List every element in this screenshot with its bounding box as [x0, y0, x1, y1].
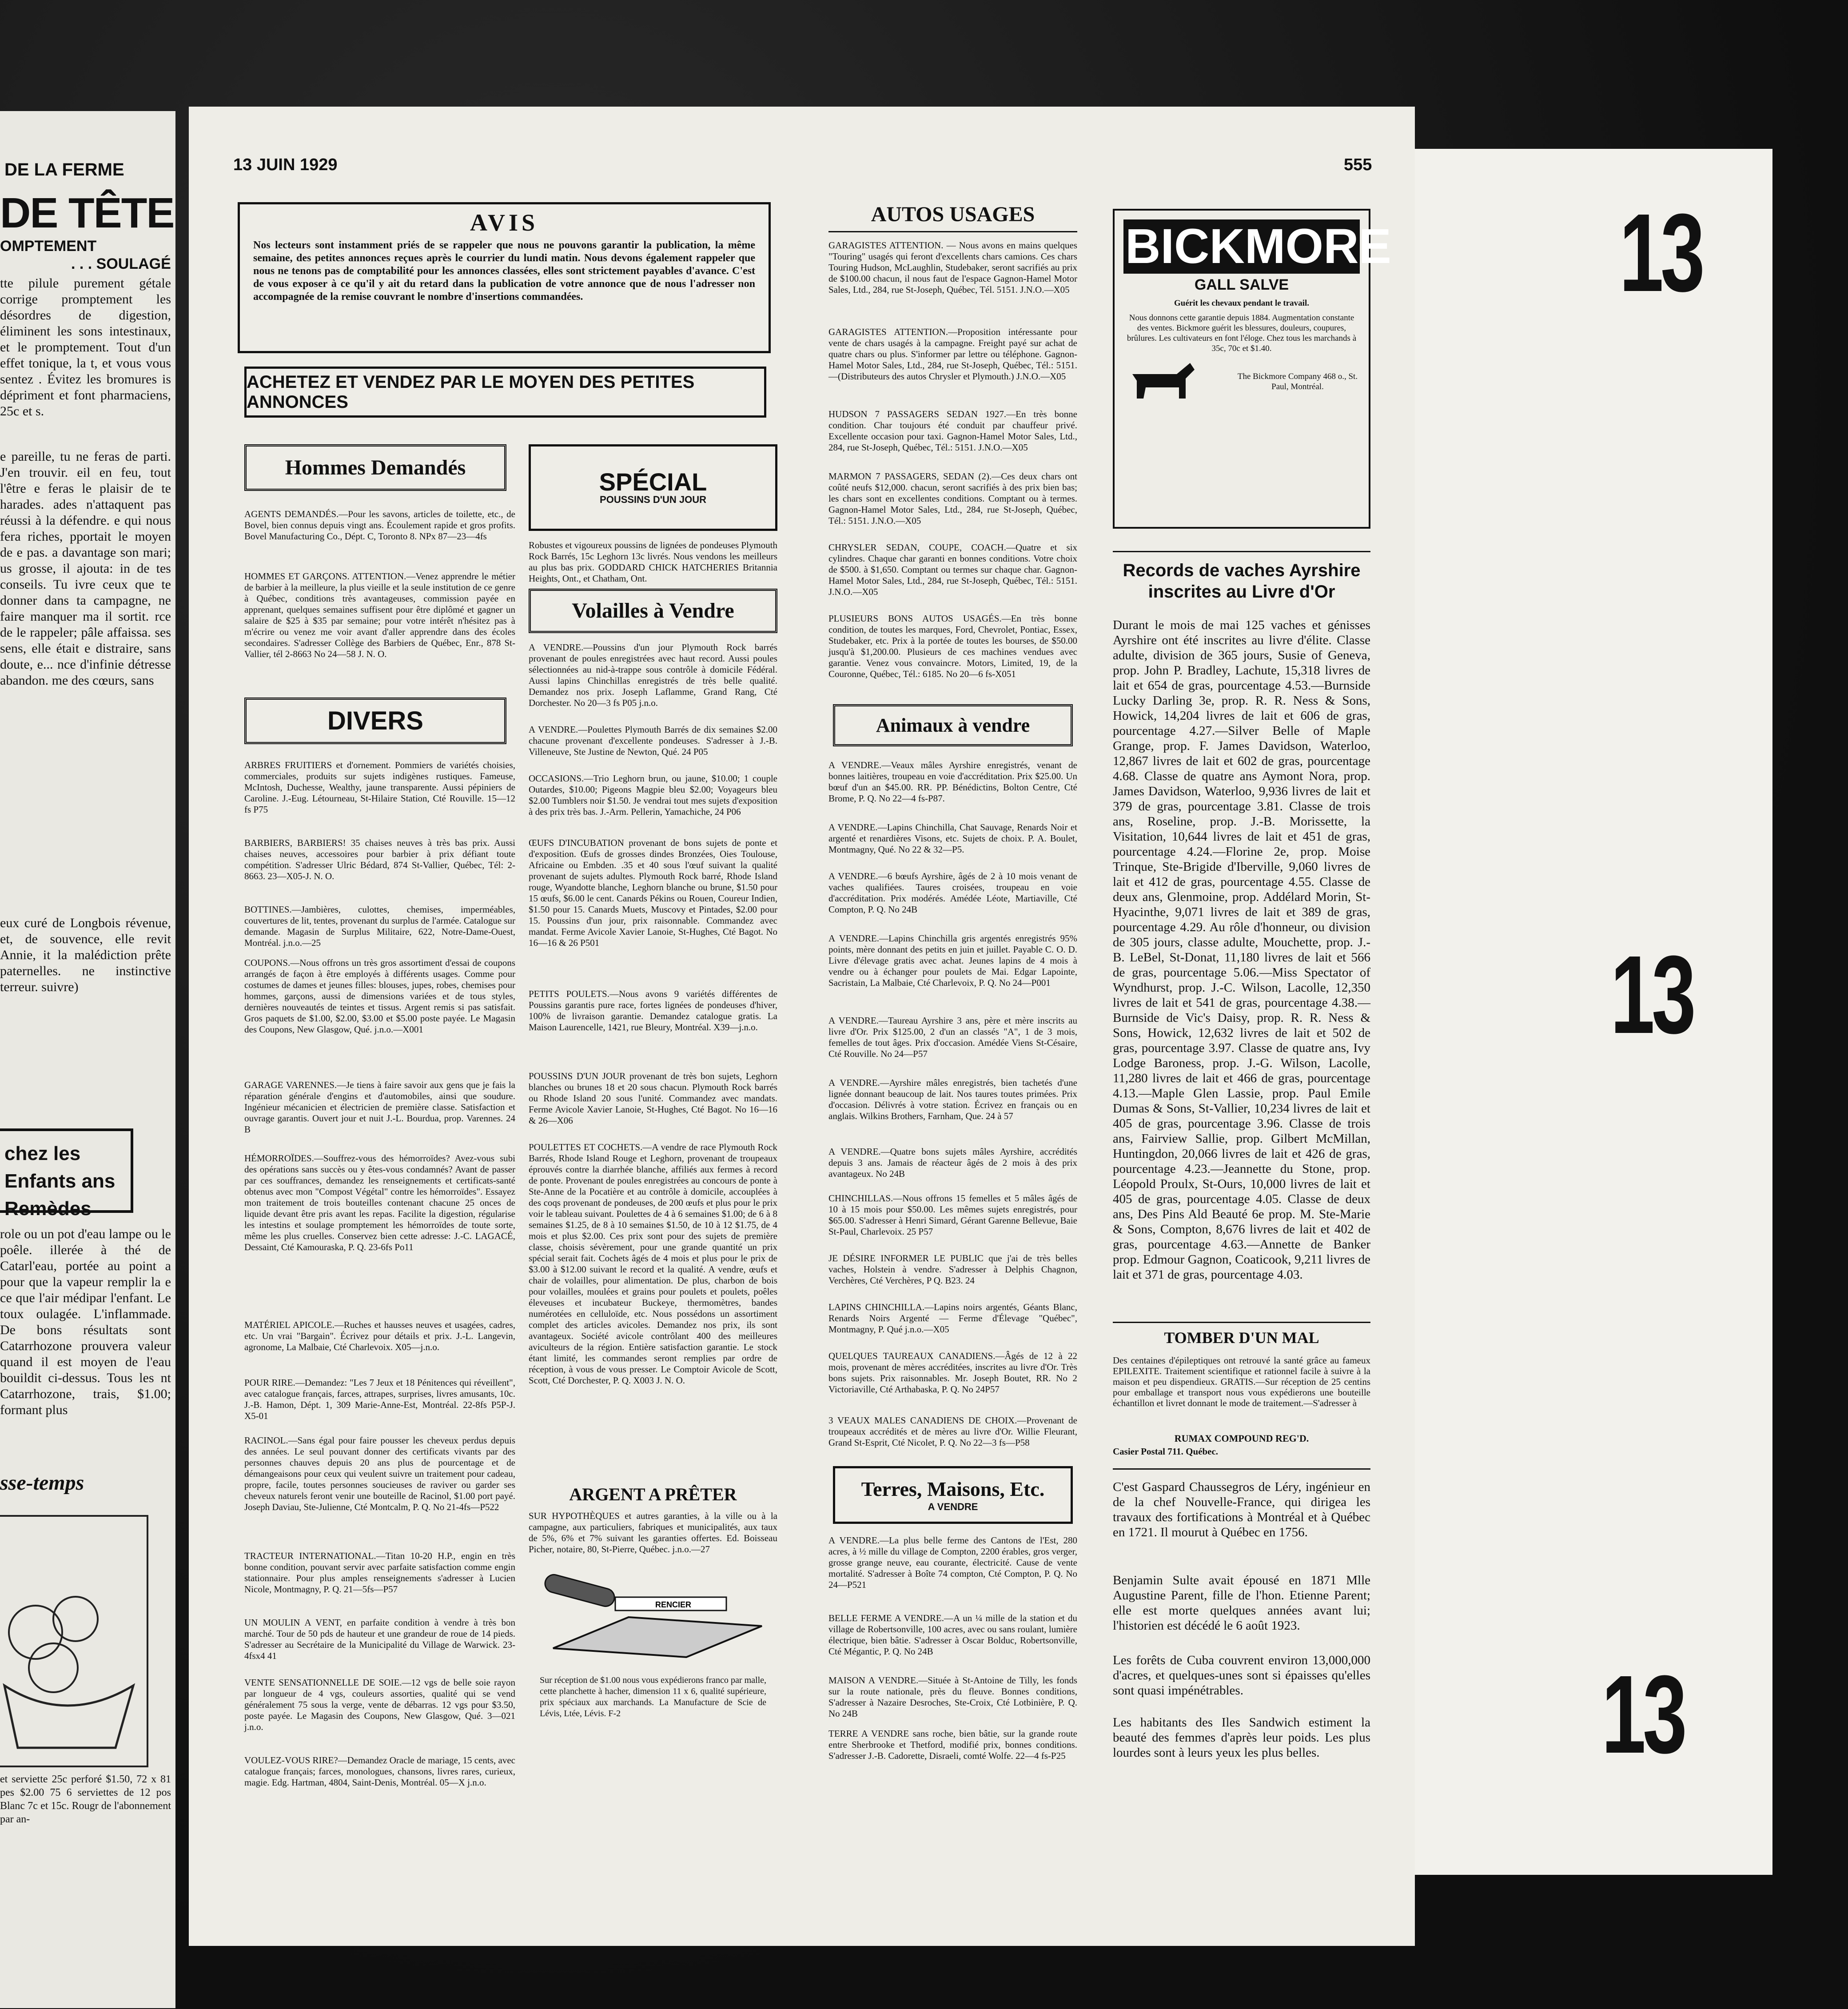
left-text-5: et serviette 25c perforé $1.50, 72 x 81 pes $2.00 75 6 serviettes de 12 pos Blanc 7c et 15c. Rougr de l'abonnement par an- [0, 1774, 171, 1825]
divers-ad-13: VOULEZ-VOUS RIRE?—Demandez Oracle de mariage, 15 cents, avec catalogue français; farces, monologues, chansons, livres rares, curieux, magie. Edg. Hartman, 4804, Saint-Denis, Montréal. 05—X j.n.o. [244, 1755, 515, 1788]
volailles-ad-1: A VENDRE.—Poussins d'un jour Plymouth Rock barrés provenant de poules enregistrées avec haut record. Aussi poules sélectionnées au nid-à-trappe sous contrôle à domicile Fédéral. Aussi lapins Chinchillas enregistrés de très belle qualité. Demandez nos prix. Joseph Laflamme, Grand Rang, Cté Dorchester. No 20—3 fs P05 j.n.o. [529, 642, 777, 708]
animaux-ad-2: A VENDRE.—Lapins Chinchilla, Chat Sauvage, Renards Noir et argenté et renardières Visons, etc. Sujets de choix. P. A. Boulet, Montmagny, Qué. No 22 & 32—P5. [828, 822, 1077, 855]
autos-ad-2: GARAGISTES ATTENTION.—Proposition intéressante pour vente de chars usagés à la campagne. Freight payé sur achat de quatre chars ou plus. S'informer par lettre ou téléphone. Gagnon-Hamel Motor Sales, Ltd., 284, rue St-Joseph, Québec, Tél.: 5151.—(Distributeurs des autos Chrysler et Plymouth.) J.N.O.—X05 [828, 327, 1077, 382]
animaux-ad-3: A VENDRE.—6 bœufs Ayrshire, âgés de 2 à 10 mois venant de vaches qualifiées. Taures croisées, troupeau en voie d'accréditation. Prix modérés. Amédée Léote, Martiaville, Cté Compton, P. Q. No 24B [828, 871, 1077, 915]
divers-heading [244, 698, 506, 744]
animaux-ad-11: QUELQUES TAUREAUX CANADIENS.—Âgés de 12 à 22 mois, provenant de mères accréditées, inscrites au livre d'Or. Très bons sujets. Prix raisonnables. Mr. Joseph Boutet, RR. No 2 Victoriaville, Cté Arthabaska, P. Q. No 24P57 [828, 1351, 1077, 1395]
volailles-ad-3: OCCASIONS.—Trio Leghorn brun, ou jaune, $10.00; 1 couple Outardes, $10.00; Pigeons Magpie bleu $2.00; Voyageurs bleu $2.00 Tumblers noir $1.50. Je vendrai tout mes sujets d'exposition à des prix très bas. J.-Arm. Pellerin, Yamachiche, 24 P06 [529, 773, 777, 817]
left-subheading-2: . . . SOULAGÉ [71, 255, 171, 272]
divers-ad-5: GARAGE VARENNES.—Je tiens à faire savoir aux gens que je fais la réparation générale d'engins et d'automobiles, ainsi que soudure. Ingénieur mécanicien et électricien de première classe. Satisfaction et ouvrage garantis. Ouvert jour et nuit J.-L. Bourdua, prop. Varennes. 24 B [244, 1080, 515, 1135]
left-big-heading: DE TÊTE [0, 189, 174, 237]
autos-ad-1: GARAGISTES ATTENTION. — Nous avons en mains quelques "Touring" usagés qui feront d'excellents chars camions. Ces chars Touring Hudson, McLaughlin, Studebaker, seront sacrifiés au prix de $100.00 chacun, il nous faut de l'espace Gagnon-Hamel Motor Sales, Ltd., 284, rue St-Joseph, Québec, Tél. 5151. J.N.O.—X05 [828, 240, 1077, 295]
records-text: Durant le mois de mai 125 vaches et génisses Ayrshire ont été inscrites au livre d'élite. Classe adulte, division de 365 jours, Susie of Geneva, prop. John P. Bradley, Lachute, 15,318 livres de lait et 654 de gras, pourcentage 4.53.—Burnside Lucky Darling 3e, prop. R. R. Ness & Sons, Howick, 14,204 livres de lait et 606 de gras, pourcentage 4.27.—Silver Belle of Maple Grange, prop. F. James Davidson, Waterloo, 12,867 livres de lait et 602 de gras, pourcentage 4.68. Classe de quatre ans Aymont Nora, prop. James Davidson, Waterloo, 9,936 livres de lait et 379 de gras, pourcentage 3.81. Classe de trois ans, Roseline, prop. J.-B. Morissette, la Visitation, 10,644 livres de lait et 451 de gras, pourcentage 4.24.—Florine 2e, prop. Moise Trinque, Ste-Brigide d'Iberville, 9,060 livres de lait et 412 de gras, pourcentage 4.55. Classe de deux ans, Glenmoine, prop. Addélard Morin, St-Hyacinthe, 9,071 livres de lait et 389 de gras, pourcentage 4.29. Au rôle d'honneur, ou division de 305 jours, classe adulte, Mouchette, prop. J.-B. LeBel, St-Donat, 11,180 livres de lait et 566 de gras, pourcentage 5.06.—Miss Spectator of Wyndhurst, prop. J.-C. Wilson, Lacolle, 12,350 livres de lait et 541 de gras, pourcentage 4.38.—Burnside de Vic's Daisy, prop. R. R. Ness & Sons, Howick, 12,632 livres de lait et 502 de gras, pourcentage 3.97. Classe de quatre ans, Ivy Lodge Baroness, prop. J.-G. Wilson, Lacolle, 11,280 livres de lait et 466 de gras, pourcentage 4.13.—Maple Glen Lassie, prop. Paul Emile Dumas & Sons, St-Vallier, 10,234 livres de lait et 405 de gras, pourcentage 3.96. Classe de trois ans, Fairview Sallie, prop. Gilbert McMillan, Huntingdon, 20,066 livres de lait et 426 de gras, pourcentage 4.23.—Jeannette du Stone, prop. Léopold Proulx, St-Ours, 10,000 livres de lait et 405 de gras, pourcentage 4.05. Classe de deux ans, Des Pins Ald Beauté 6e prop. M. Ste-Marie & Sons, Compton, 8,676 livres de lait et 402 de gras, pourcentage 4.63.—Annette de Banker prop. Edmour Gagnon, Coaticook, 9,211 livres de lait et 371 de gras, pourcentage 4.03. [1113, 618, 1370, 1282]
bickmore-brand: BICKMORE [1123, 219, 1360, 274]
divers-ad-9: RACINOL.—Sans égal pour faire pousser les cheveux perdus depuis des années. Le seul pouvant donner des certificats vivants par des personnes chauves depuis 20 ans plus de pourcentage et de démangeaisons pour ceux qui veulent suivre un traitement pour cadeau, propre, facile, toutes personnes soucieuses de raviver ou garder ses cheveux naturels feront venir une bouteille de Racinol, $1.00 port payé. Joseph Daviau, Ste-Julienne, Cté Montcalm, P. Q. No 21-4fs—P522 [244, 1435, 515, 1512]
left-box-heading: chez les Enfants ans Remèdes [0, 1128, 133, 1213]
bickmore-ad [1113, 209, 1391, 529]
bickmore-text: Nous donnons cette garantie depuis 1884. Augmentation constante des ventes. Bickmore guérit les blessures, douleurs, coupures, brûlures. Les cultivateurs en font l'éloge. Chez tous les marchands à 35c, 70c et $1.40. [1127, 313, 1357, 353]
bickmore-tagline: Guérit les chevaux pendant le travail. [1174, 299, 1309, 308]
fact-item-4: Les habitants des Iles Sandwich estiment la beauté des femmes d'après leur poids. Les plus lourdes sont à leurs yeux les plus belles. [1113, 1715, 1370, 1760]
horse-icon [1123, 356, 1199, 405]
mal-address: Casier Postal 711. Québec. [1113, 1446, 1219, 1457]
volailles-title: Volailles à Vendre [572, 599, 734, 622]
divider [1113, 551, 1370, 552]
left-page-header: DE LA FERME [4, 160, 124, 179]
autos-ad-5: CHRYSLER SEDAN, COUPE, COACH.—Quatre et six cylindres. Chaque char garanti en bonnes conditions. Votre choix de $500. à $1,650. Comptant ou termes sur chaque char. Gagnon-Hamel Motor Sales, Ltd., 284, rue St-Joseph, Québec, Tél.: 5151. J.N.O.—X05 [828, 542, 1077, 597]
animaux-heading [833, 704, 1073, 746]
mal-title: TOMBER D'UN MAL [1164, 1329, 1319, 1347]
bickmore-subtitle: GALL SALVE [1194, 276, 1289, 293]
left-text-3: eux curé de Longbois révenue, et, de souvence, elle revit Annie, it la malédiction prête paternelles. ne instinctive terreur. suivre) [0, 916, 171, 994]
margin-number-3: 13 [1601, 1652, 1684, 1776]
divers-title: DIVERS [327, 706, 423, 735]
mal-text: Des centaines d'épileptiques ont retrouvé la santé grâce au fameux EPILEXITE. Traitement scientifique et rationnel facile à suivre à la maison et peu dispendieux. GRATIS.—Sur réception de 25 centins pour emballage et transport nous vous expédierons une bouteille échantillon et livret donnant le mode de traitement.—S'adresser à [1113, 1355, 1370, 1408]
left-text-1: tte pilule purement gétale corrige promptement les désordres de digestion, éliminent les sons intestinaux, et le promptement. Tout d'un effet tonique, la t, et vous vous sentez . Évitez les bromures is dépriment et font pharmaciens, 25c et s. [0, 276, 171, 419]
mal-company: RUMAX COMPOUND REG'D. [1174, 1433, 1309, 1444]
argent-title: ARGENT A PRÊTER [569, 1484, 737, 1504]
margin-sheet [1415, 149, 1772, 1875]
left-partial-page [0, 111, 175, 2008]
terres-ad-3: MAISON A VENDRE.—Située à St-Antoine de Tilly, les fonds sur la route nationale, près du fleuve. Bonnes conditions, S'adresser à Nazaire Desroches, Ste-Croix, Cté Lotbinière, P. Q. No 24B [828, 1675, 1077, 1719]
animaux-ad-6: A VENDRE.—Ayrshire mâles enregistrés, bien tachetés d'une lignée donnant beaucoup de lait. Nos taures toutes primées. Prix d'occasion. Délivrés à votre station. Écrivez en français ou en anglais. Wilkins Brothers, Farnham, Que. 24 à 57 [828, 1077, 1077, 1121]
animaux-title: Animaux à vendre [876, 714, 1030, 736]
fact-item-3: Les forêts de Cuba couvrent environ 13,000,000 d'acres, et quelques-unes sont si épaisses qu'elles sont quasi impénétrables. [1113, 1653, 1370, 1698]
volailles-ad-5: PETITS POULETS.—Nous avons 9 variétés différentes de Poussins garantis pure race, fortes lignées de pondeuses d'hiver, 100% de livraison garantie. Demandez catalogue gratis. La Maison Laurencelle, 1421, rue Bleury, Montréal. X39—j.n.o. [529, 989, 777, 1032]
trowel-illustration [540, 1573, 766, 1666]
animaux-ad-1: A VENDRE.—Veaux mâles Ayrshire enregistrés, venant de bonnes laitières, troupeau en voie d'accréditation. Prix $25.00. Un bœuf d'un an $45.00. RR. PP. Bénédictins, Bolton Centre, Cté Brome, P. Q. No 22—4 fs-P87. [828, 760, 1077, 804]
left-text-4: role ou un pot d'eau lampe ou le poêle. illerée à thé de Catarl'eau, portée au point a pour que la vapeur remplir la e ce que l'air médipar l'enfant. Le toux oulagée. L'inflammade. De bons résultats sont Catarrhozone prouvera valeur quand il est moyen de l'eau bouildit ci-dessus. Tous les nt Catarrhozone, trais, $1.00; formant plus [0, 1227, 171, 1417]
left-text-2: e pareille, tu ne feras de parti. J'en trouvir. eil en feu, tout l'être e feras le plaisir de te harades. ades n'attaquent pas réussi à la défendre. e qui nous fera riches, pportait le moyen de e pas. a davantage son mari; us grosse, il ajouta: in de tes conseils. Tu ivre ceux que te donner dans ta campagne, ne faire manquer ma il sortit. rce de le rappeler; pâle affaissa. ses sens, elle était e distraire, sans doute, e... nce d'infinie détresse abandon. me des cœurs, sans [0, 449, 171, 688]
fact-item-2: Benjamin Sulte avait épousé en 1871 Mlle Augustine Parent, fille de l'hon. Etienne Parent; elle est morte quelques années avant lui; l'historien est décédé le 6 août 1923. [1113, 1573, 1370, 1633]
fruit-basket-illustration [0, 1515, 148, 1767]
page-date: 13 JUIN 1929 [233, 155, 338, 174]
divider [1113, 1322, 1370, 1323]
terres-ad-4: TERRE A VENDRE sans roche, bien bâtie, sur la grande route entre Sherbrooke et Thetford, modifié prix, bonnes conditions. S'adresser J.-B. Cadorette, Disraeli, comté Wolfe. 22—4 fs-P25 [828, 1728, 1077, 1761]
autos-ad-3: HUDSON 7 PASSAGERS SEDAN 1927.—En très bonne condition. Char toujours été conduit par chauffeur privé. Excellente occasion pour taxi. Gagnon-Hamel Motor Sales, Ltd., 284, rue St-Joseph, Québec, Tél.: 5151. J.N.O.—X05 [828, 409, 1077, 453]
special-ad-box [529, 444, 777, 531]
animaux-ad-8: CHINCHILLAS.—Nous offrons 15 femelles et 5 mâles âgés de 10 à 15 mois pour $50.00. Les mêmes sujets enregistrés, pour $65.00. S'adresser à Henri Simard, Gérant Garenne Bellevue, Baie St-Paul, Charlevoix. 25 P57 [828, 1193, 1077, 1237]
margin-number-2: 13 [1610, 933, 1693, 1056]
divers-ad-1: ARBRES FRUITIERS et d'ornement. Pommiers de variétés choisies, commerciales, produits sur sujets indigènes rustiques. Fameuse, McIntosh, Duchesse, Wealthy, jaune transparente. Aussi pépiniers de Caroline. J.-Eug. Létourneau, St-Hilaire Station, Cté Rouville. 15—12 fs P75 [244, 760, 515, 815]
terres-ad-1: A VENDRE.—La plus belle ferme des Cantons de l'Est, 280 acres, à ½ mille du village de Compton, 2200 érables, gros verger, grosse grange neuve, eau courante, électricité. Cause de vente mortalité. S'adresser à Boîte 74 compton, Cté Compton, P. Q. No 24—P521 [828, 1535, 1077, 1590]
hommes-ad-2: HOMMES ET GARÇONS. ATTENTION.—Venez apprendre le métier de barbier à la meilleure, la plus vieille et la seule institution de ce genre à Québec, conditions très avantageuses, commission payée en apprenant, quelques semaines suffisent pour être diplômé et gagner un salaire de $25 à $35 par semaine; pour votre intérêt n'hésitez pas à m'écrire ou venez me voir avant d'aller apprendre dans des écoles secondaires. S'adresser Collège des Barbiers de Québec, Enr., 878 St-Vallier, tél 2-8663 No 24—58 J. N. O. [244, 571, 515, 659]
special-title: SPÉCIAL [599, 467, 707, 496]
left-italic-heading: sse-temps [0, 1471, 84, 1495]
divers-ad-12: VENTE SENSATIONNELLE DE SOIE.—12 vgs de belle soie rayon par longueur de 4 vgs, couleurs assorties, qualité qui se vend généralement 75 sous la verge, vente de débarras. 12 vgs pour $3.50, poste payée. Le Magasin des Coupons, New Glasgow, Qué. 3—021 j.n.o. [244, 1677, 515, 1732]
fact-item-1: C'est Gaspard Chaussegros de Léry, ingénieur en de la chef Nouvelle-France, qui dirigea les travaux des fortifications à Montréal et à Québec en 1721. Il mourut à Québec en 1756. [1113, 1480, 1370, 1539]
volailles-ad-7: POULETTES ET COCHETS.—A vendre de race Plymouth Rock Barrés, Rhode Island Rouge et Leghorn, provenant de troupeaux éprouvés contre la diarrhée blanche, affiliés aux fermes à record de ponte. Provenant de poules enregistrées au concours de ponte à Ste-Anne de la Pocatière et au contrôle à domicile, accouplées à des coqs provenant de pondeuses, de 200 œufs et plus pour le prix voir le tableau suivant. Poulettes de 4 à 6 semaines $1.00; de 6 à 8 semaines $1.25, de 8 à 10 semaines $1.50, de 10 à 12 $1.75, de 4 mois et plus $2.00. Ces prix sont pour des sujets de première classe, choisis sévèrement, pour une grande quantité un prix spécial serait fait. Cochets âgés de 4 mois et plus pour le prix de $3.00 à $12.00 suivant le record et la qualité. A vendre, œufs et chair de volailles, pour alimentation. De plus, charbon de bois pour volailles, moulées et grains pour poulets et poulets, poêles éleveuses et incubateur Buckeye, thermomètres, bandes numérotées en celluloïde, etc. Nous possédons un assortiment complet des articles avicoles. Demandez nos prix, ils sont avantageux. Société avicole contrôlant 400 des meilleures aviculteurs de la région. Entière satisfaction garantie. Le stock étant limité, les commandes seront remplies par ordre de réception, à vous de vous presser. Le Comptoir Avicole de Scott, Scott, Cté Dorchester, P. Q. X003 J. N. O. [529, 1142, 777, 1386]
left-subheading-1: OMPTEMENT [0, 238, 97, 255]
animaux-ad-9: JE DÉSIRE INFORMER LE PUBLIC que j'ai de très belles vaches, Holstein à vendre. S'adresser à Delphis Chagnon, Verchères, Cté Verchères, P Q. B23. 24 [828, 1253, 1077, 1286]
divers-ad-2: BARBIERS, BARBIERS! 35 chaises neuves à très bas prix. Aussi chaises neuves, accessoires pour barbier à prix défiant toute compétition. S'adresser Ulric Bédard, 874 St-Vallier, Québec, Tél: 2-8663. 23—X05-J. N. O. [244, 837, 515, 881]
animaux-ad-12: 3 VEAUX MALES CANADIENS DE CHOIX.—Provenant de troupeaux accrédités et de mères au livre d'Or. Willie Fleurant, Grand St-Esprit, Cté Nicolet, P. Q. No 22—3 fs—P58 [828, 1415, 1077, 1448]
autos-title: AUTOS USAGES [828, 202, 1077, 232]
argent-text: SUR HYPOTHÈQUES et autres garanties, à la ville ou à la campagne, aux particuliers, fabriques et municipalités, aux taux de 5%, 6% et 7% suivant les garanties offertes. Ed. Boisseau Picher, notaire, 80, St-Pierre, Québec. j.n.o.—27 [529, 1511, 777, 1555]
avis-text: Nos lecteurs sont instamment priés de se rappeler que nous ne pouvons garantir la publication, la même semaine, des petites annonces reçues après le courrier du lundi matin. Nous devons également rappeler que nous ne tenons pas de comptabilité pour les annonces classées, elles sont strictement payables d'avance. C'est de vous exposer à ce qu'il y ait du retard dans la publication de votre annonce que de nous l'adresser non accompagnée de la remise couvrant le nombre d'insertions commandées. [253, 239, 755, 303]
divers-ad-3: BOTTINES.—Jambières, culottes, chemises, imperméables, couvertures de lit, tentes, provenant du surplus de l'armée. Catalogue sur demande. Magasin de Surplus Militaire, 622, Notre-Dame-Ouest, Montréal. j.n.o.—25 [244, 904, 515, 948]
volailles-ad-4: ŒUFS D'INCUBATION provenant de bons sujets de ponte et d'exposition. Œufs de grosses dindes Bronzées, Oies Toulouse, Africaine ou Embden. .35 et 40 sous l'œuf suivant la qualité provenant de sujets adultes. Plymouth Rock barré, Rhode Island rouge, Wyandotte blanche, Leghorn blanche ou brune, $1.50 pour 15 œufs, $6.00 le cent. Canards Pékins ou Rouen, Coureur Indien, $1.50 pour 15. Canards Muets, Muscovy et Pintades, $2.00 pour 15. Poussins d'un jour, prix raisonnable. Commandez avec mandat. Ferme Avicole Xavier Lanoie, St-Hughes, Cté Bagot. No 16—16 & 26 P501 [529, 837, 777, 948]
divers-ad-11: UN MOULIN A VENT, en parfaite condition à vendre à très bon marché. Tour de 50 pds de hauteur et une grandeur de roue de 14 pieds. S'adresser au Secrétaire de la Municipalité du Village de Warwick. 23-4fsx4 41 [244, 1617, 515, 1661]
autos-ad-6: PLUSIEURS BONS AUTOS USAGÉS.—En très bonne condition, de toutes les marques, Ford, Chevrolet, Pontiac, Essex, Studebaker, etc. Prix à la portée de toutes les bourses, de $50.00 jusqu'à $1,200.00. Plusieurs de ces machines vendues avec garantie. Venez vous convaincre. Motors, Limited, 19, de la Couronne, Québec, Tél.: 6185. No 20—6 fs-X051 [828, 613, 1077, 679]
records-title: Records de vaches Ayrshire inscrites au Livre d'Or [1123, 561, 1361, 602]
terres-subtitle: A VENDRE [928, 1501, 978, 1512]
special-subtitle: POUSSINS D'UN JOUR [600, 494, 706, 505]
volailles-ad-6: POUSSINS D'UN JOUR provenant de très bon sujets, Leghorn blanches ou brunes 18 et 20 sous chacun. Plymouth Rock barrés ou Rhode Island 20 sous l'unité. Commandez avec mandats. Ferme Avicole Xavier Lanoie, St-Hughes, Cté Bagot. No 16—16 & 26—X06 [529, 1071, 777, 1126]
divers-ad-4: COUPONS.—Nous offrons un très gros assortiment d'essai de coupons arrangés de façon à être employés à différents usages. Comme pour costumes de dames et jeunes filles: blouses, jupes, robes, chemises pour hommes, garçons, aussi de dimensions variées et de tous styles, dernières nouveautés de teintes et tissus. Argent remis si pas satisfait. Gros paquets de $1.00, $2.00, $3.00 et $5.00 poste payée. Le Magasin des Coupons, New Glasgow, Qué. j.n.o.—X001 [244, 957, 515, 1035]
autos-ad-4: MARMON 7 PASSAGERS, SEDAN (2).—Ces deux chars ont coûté neufs $12,000. chacun, seront sacrifiés à des prix bien bas; les chars sont en excellentes conditions. Comptant ou à termes. Gagnon-Hamel Motor Sales, Ltd., 284, rue St-Joseph, Québec, Tél.: 5151. J.N.O.—X05 [828, 471, 1077, 526]
divers-ad-6: HÉMORROÏDES.—Souffrez-vous des hémorroïdes? Avez-vous subi des opérations sans succès ou y êtes-vous condamnés? Avant de passer par ces souffrances, demandez les renseignements et certificats-santé obtenus avec mon "Compost Végétal" contre les hémorroïdes". Essayez mon traitement de trois bouteilles contenant chacune 25 onces de liquide devant être pris avant les repas. Facilite la digestion, régularise les intestins et soulage promptement les hémorroïdes de toute sorte, même les plus cruelles. Conservez bien cette adresse: J.-C. LAGACÉ, Dessaint, Cté Kamouraska, P. Q. 23-6fs Po11 [244, 1153, 515, 1252]
trowel-caption: Sur réception de $1.00 nous vous expédierons franco par malle, cette planchette à hacher, dimension 11 x 6, qualité supérieure, prix spéciaux aux marchands. La Manufacture de Scie de Lévis, Ltée, Lévis. F-2 [540, 1675, 766, 1718]
terres-ad-2: BELLE FERME A VENDRE.—A un ¼ mille de la station et du village de Robertsonville, 100 acres, avec ou sans roulant, lumière électrique, bien bâtie. S'adresser à Oscar Bolduc, Robertsonville, Cté Mégantic, P. Q. No 24B [828, 1613, 1077, 1657]
terres-heading [833, 1466, 1073, 1524]
page-number: 555 [1344, 155, 1372, 174]
hommes-ad-1: AGENTS DEMANDÉS.—Pour les savons, articles de toilette, etc., de Bovel, bien connus depuis vingt ans. Écoulement rapide et gros profits. Bovel Manufacturing Co., Dépt. C, Toronto 8. NPx 87—23—4fs [244, 509, 515, 542]
divers-ad-8: POUR RIRE.—Demandez: "Les 7 Jeux et 18 Pénitences qui réveillent", avec catalogue français, farces, attrapes, surprises, livres amusants, 10c. J.-B. Hamon, Dépt. 1, 309 Marie-Anne-Est, Montréal. 22-8fs P5P-J. X5-01 [244, 1377, 515, 1421]
animaux-ad-5: A VENDRE.—Taureau Ayrshire 3 ans, père et mère inscrits au livre d'Or. Prix $125.00, 2 d'un an classés "A", 1 de 3 mois, femelles de tout âges. Prix d'occasion. Amédée Viens St-Césaire, Cté Rouville. No 24—P57 [828, 1015, 1077, 1059]
divider [1113, 1468, 1370, 1470]
newspaper-page [189, 107, 1415, 1946]
avis-title: AVIS [470, 209, 539, 236]
trowel-label: RENCIER [655, 1600, 692, 1609]
animaux-ad-10: LAPINS CHINCHILLA.—Lapins noirs argentés, Géants Blanc, Renards Noirs Argenté — Ferme d'Élevage "Québec", Montmagny, P. Qué j.n.o.—X05 [828, 1302, 1077, 1335]
avis-notice-box [238, 202, 771, 353]
special-text: Robustes et vigoureux poussins de lignées de pondeuses Plymouth Rock Barrés, 15c Leghorn 13c livrés. Nous vendons les meilleurs au plus bas prix. GODDARD CHICK HATCHERIES Britannia Heights, Ont., et Chatham, Ont. [529, 540, 777, 584]
hommes-demandes-heading [244, 444, 506, 491]
divers-ad-10: TRACTEUR INTERNATIONAL.—Titan 10-20 H.P., engin en très bonne condition, pouvant servir avec parfaite satisfaction comme engin stationnaire. Pour plus amples renseignements s'adresser à Lucien Nicole, Montmagny, P. Q. 21—5fs—P57 [244, 1551, 515, 1594]
margin-number-1: 13 [1619, 191, 1702, 315]
divers-ad-7: MATÉRIEL APICOLE.—Ruches et hausses neuves et usagées, cadres, etc. Un vrai "Bargain". Écrivez pour détails et prix. J.-L. Langevin, agronome, La Malbaie, Cté Charlevoix. X05—j.n.o. [244, 1319, 515, 1352]
volailles-heading [529, 589, 777, 633]
bickmore-company: The Bickmore Company 468 o., St. Paul, Montréal. [1237, 372, 1358, 391]
hommes-title: Hommes Demandés [285, 455, 466, 479]
classifieds-banner: ACHETEZ ET VENDEZ PAR LE MOYEN DES PETITES ANNONCES [244, 367, 766, 418]
animaux-ad-7: A VENDRE.—Quatre bons sujets mâles Ayrshire, accrédités depuis 3 ans. Jamais de réacteur âgés de 2 mois à des prix avantageux. No 24B [828, 1146, 1077, 1179]
animaux-ad-4: A VENDRE.—Lapins Chinchilla gris argentés enregistrés 95% points, mère donnant des petits en juin et juillet. Payable C. O. D. Livre d'élevage gratis avec achat. Jeunes lapins de 4 mois à vendre ou à échanger pour poulets de Mai. Edgar Lapointe, Sacristain, La Malbaie, Cté Charlevoix, P. Q. No 24—P001 [828, 933, 1077, 988]
terres-title: Terres, Maisons, Etc. [861, 1478, 1045, 1500]
volailles-ad-2: A VENDRE.—Poulettes Plymouth Barrés de dix semaines $2.00 chacune provenant d'excellente pondeuses. S'adresser à J.-B. Villeneuve, Ste Justine de Newton, Qué. 24 P05 [529, 724, 777, 757]
